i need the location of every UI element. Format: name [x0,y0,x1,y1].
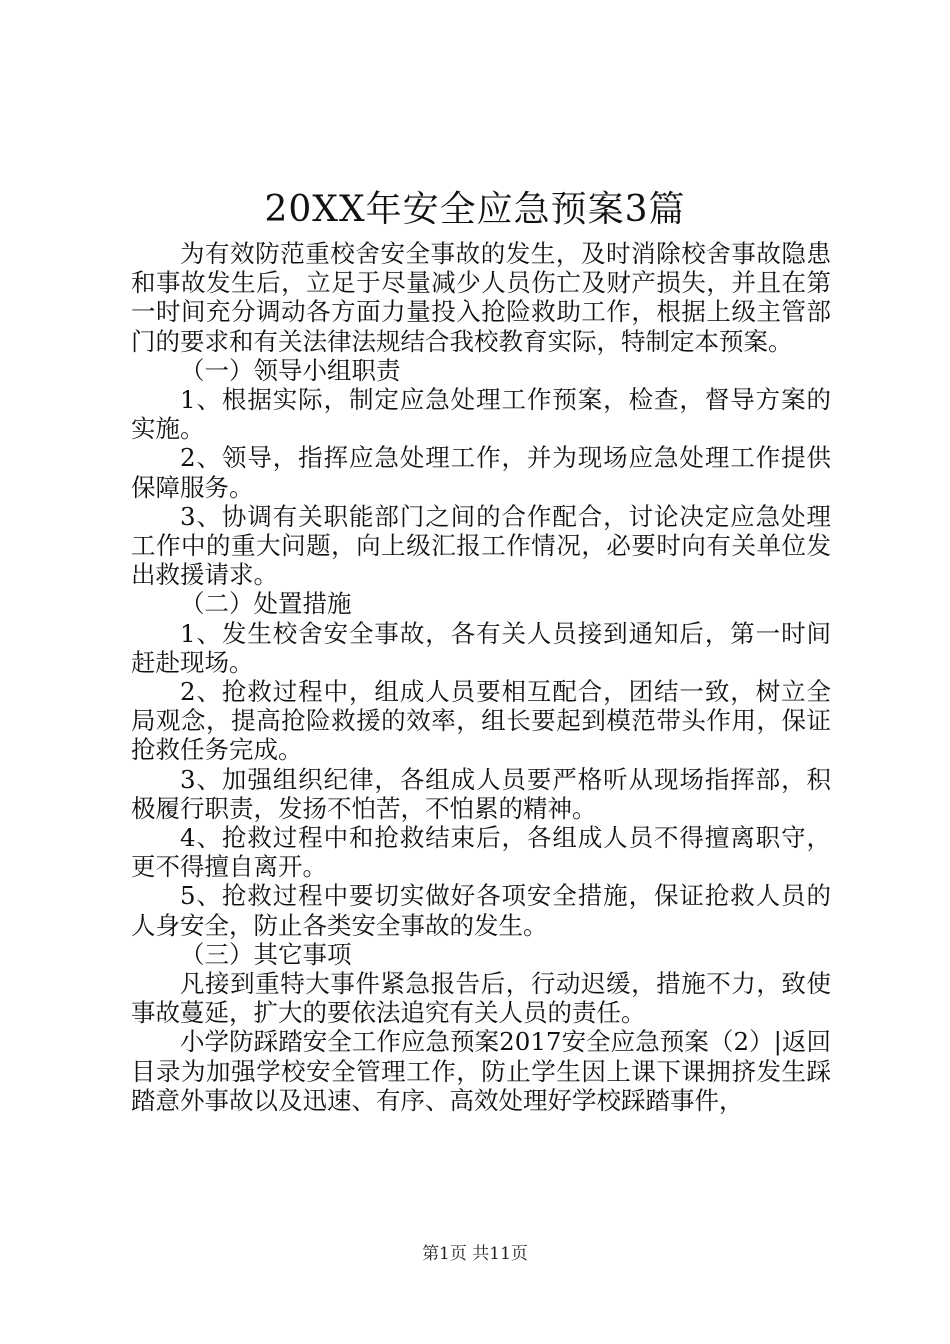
page-number-footer: 第1页 共11页 [422,1244,528,1264]
paragraph-other-1: 凡接到重特大事件紧急报告后，行动迟缓，措施不力，致使事故蔓延，扩大的要依法追究有关人员的责任。 [131,969,831,1028]
document-title: 20XX年安全应急预案3篇 [264,189,686,230]
paragraph-intro: 为有效防范重校舍安全事故的发生，及时消除校舍事故隐患和事故发生后，立足于尽量减少人员伤亡及财产损失，并且在第一时间充分调动各方面力量投入抢险救助工作，根据上级主管部门的要求和有关法律法规结合我校教育实际，特制定本预案。 [131,239,831,356]
paragraph-measures-2: 2、抢救过程中，组成人员要相互配合，团结一致，树立全局观念，提高抢险救援的效率，组长要起到模范带头作用，保证抢救任务完成。 [131,677,831,765]
paragraph-measures-3: 3、加强组织纪律，各组成人员要严格听从现场指挥部，积极履行职责，发扬不怕苦，不怕累的精神。 [131,764,831,823]
section-heading-other: （三）其它事项 [180,939,352,969]
paragraph-measures-1: 1、发生校舍安全事故，各有关人员接到通知后，第一时间赶赴现场。 [131,618,831,677]
paragraph-leadership-1: 1、根据实际，制定应急处理工作预案，检查，督导方案的实施。 [131,385,831,444]
section-heading-measures: （二）处置措施 [180,589,352,619]
section-heading-leadership: （一）领导小组职责 [180,355,401,385]
paragraph-measures-5: 5、抢救过程中要切实做好各项安全措施，保证抢救人员的人身安全，防止各类安全事故的发生。 [131,881,831,940]
document-body [131,239,831,1115]
paragraph-leadership-3: 3、协调有关职能部门之间的合作配合，讨论决定应急处理工作中的重大问题，向上级汇报工作情况，必要时向有关单位发出救援请求。 [131,501,831,590]
paragraph-measures-4: 4、抢救过程中和抢救结束后，各组成人员不得擅离职守，更不得擅自离开。 [131,823,831,882]
paragraph-leadership-2: 2、领导，指挥应急处理工作，并为现场应急处理工作提供保障服务。 [131,443,831,502]
paragraph-second-plan: 小学防踩踏安全工作应急预案2017安全应急预案（2）|返回目录为加强学校安全管理工作，防止学生因上课下课拥挤发生踩踏意外事故以及迅速、有序、高效处理好学校踩踏事件， [131,1027,831,1115]
